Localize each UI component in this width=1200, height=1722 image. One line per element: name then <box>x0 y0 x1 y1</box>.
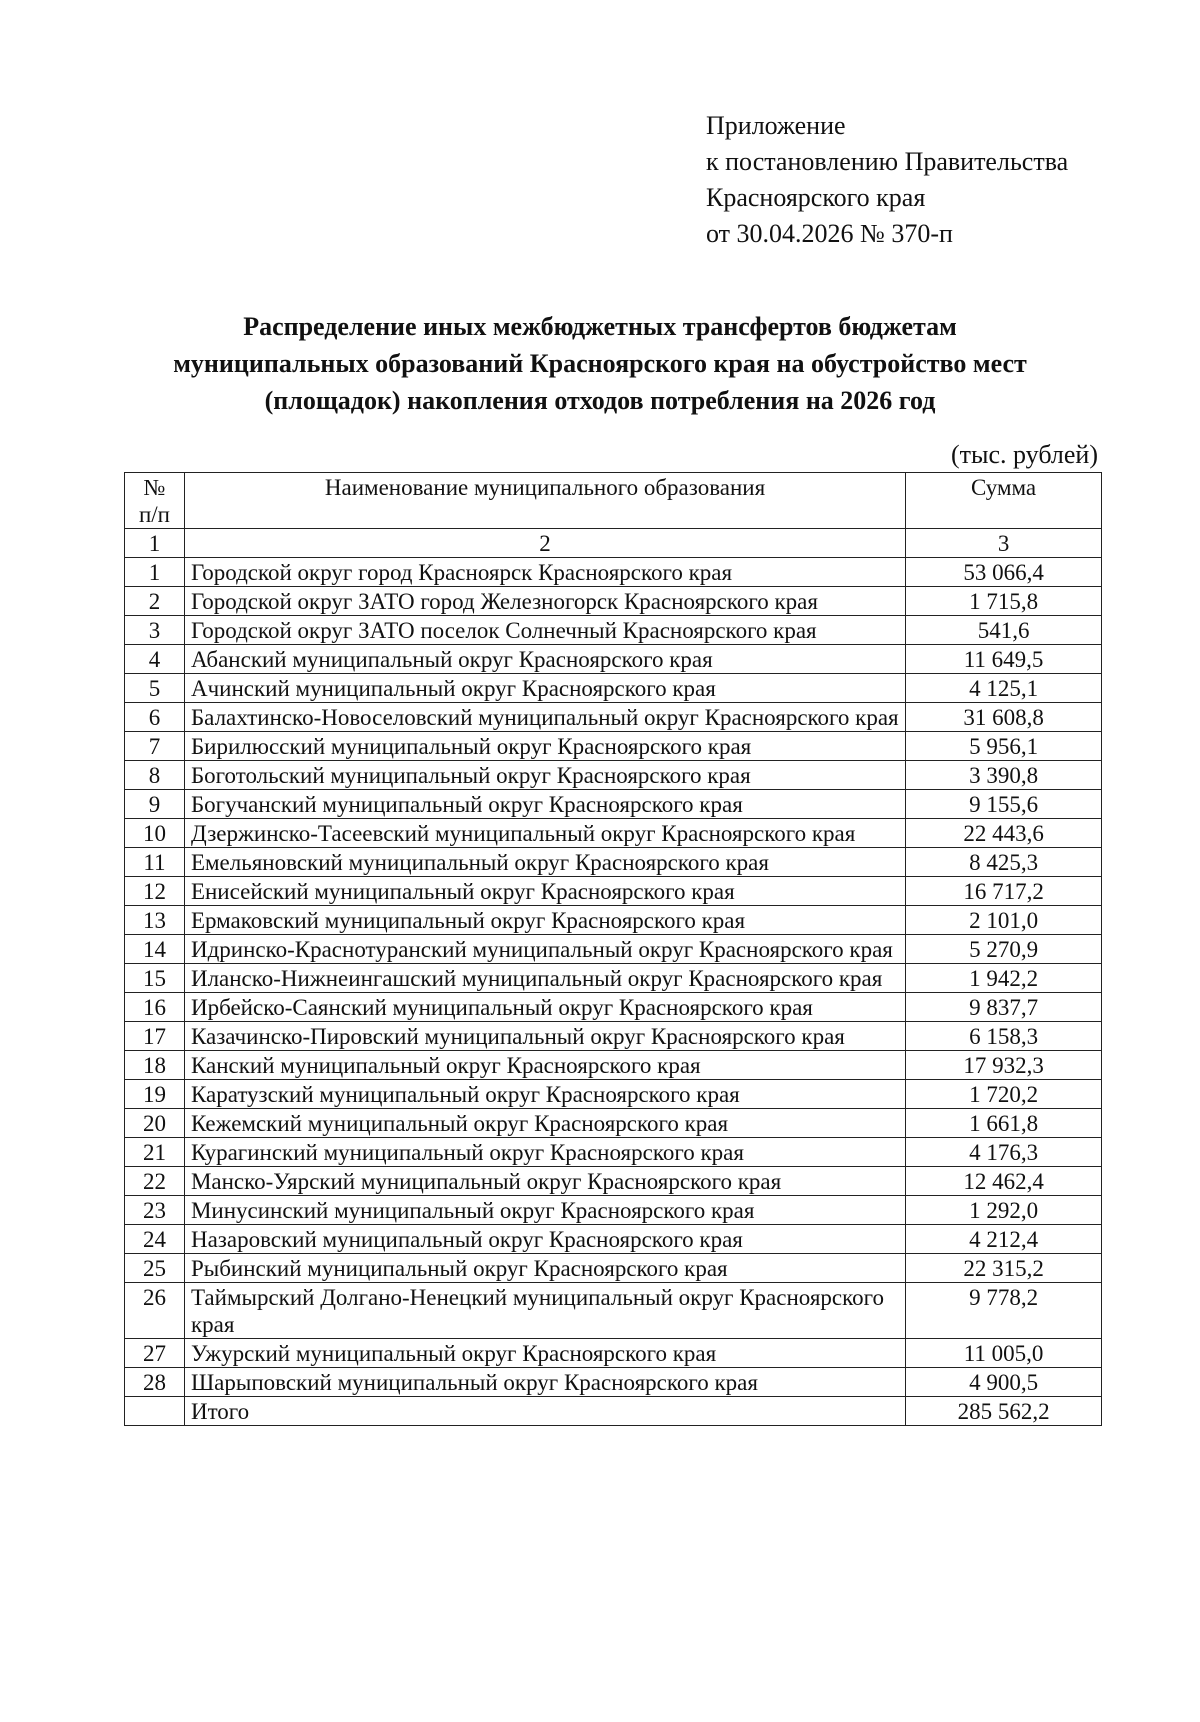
table-row <box>125 645 1102 674</box>
row-amount: 22 443,6 <box>906 819 1102 848</box>
row-name: Енисейский муниципальный округ Красноярского края <box>184 877 905 906</box>
row-name: Городской округ ЗАТО город Железногорск Красноярского края <box>184 587 905 616</box>
row-amount: 1 292,0 <box>906 1196 1102 1225</box>
appendix-line: к постановлению Правительства <box>706 147 1069 176</box>
column-index: 3 <box>906 529 1102 558</box>
row-name: Боготольский муниципальный округ Красноярского края <box>184 761 905 790</box>
row-number: 2 <box>125 587 185 616</box>
row-number: 10 <box>125 819 185 848</box>
document-title <box>120 308 1080 419</box>
row-name: Иланско-Нижнеингашский муниципальный округ Красноярского края <box>184 964 905 993</box>
row-amount: 22 315,2 <box>906 1254 1102 1283</box>
table-row <box>125 1254 1102 1283</box>
row-amount: 16 717,2 <box>906 877 1102 906</box>
row-amount: 6 158,3 <box>906 1022 1102 1051</box>
row-number: 28 <box>125 1368 185 1397</box>
table-row <box>125 1022 1102 1051</box>
row-name: Дзержинско-Тасеевский муниципальный округ Красноярского края <box>184 819 905 848</box>
row-number: 22 <box>125 1167 185 1196</box>
row-number: 18 <box>125 1051 185 1080</box>
row-name: Минусинский муниципальный округ Красноярского края <box>184 1196 905 1225</box>
row-amount: 541,6 <box>906 616 1102 645</box>
row-number: 13 <box>125 906 185 935</box>
table-row <box>125 703 1102 732</box>
row-amount: 1 942,2 <box>906 964 1102 993</box>
row-number: 5 <box>125 674 185 703</box>
appendix-line: Приложение <box>706 111 846 140</box>
row-number: 1 <box>125 558 185 587</box>
table-row <box>125 1080 1102 1109</box>
header-num-line1: № <box>143 475 166 500</box>
table-row <box>125 906 1102 935</box>
header-amount: Сумма <box>906 473 1102 529</box>
row-number: 6 <box>125 703 185 732</box>
row-name: Ужурский муниципальный округ Красноярского края <box>184 1339 905 1368</box>
row-name: Шарыповский муниципальный округ Красноярского края <box>184 1368 905 1397</box>
row-number: 27 <box>125 1339 185 1368</box>
row-name: Ермаковский муниципальный округ Красноярского края <box>184 906 905 935</box>
title-line: Распределение иных межбюджетных трансфертов бюджетам <box>243 312 957 341</box>
appendix-date-number: от 30.04.2026 № 370-п <box>706 219 953 248</box>
table-row <box>125 1167 1102 1196</box>
header-name: Наименование муниципального образования <box>184 473 905 529</box>
total-amount: 285 562,2 <box>906 1397 1102 1426</box>
row-amount: 9 837,7 <box>906 993 1102 1022</box>
table-row <box>125 558 1102 587</box>
table-row <box>125 993 1102 1022</box>
row-amount: 5 956,1 <box>906 732 1102 761</box>
table-row <box>125 1051 1102 1080</box>
row-name: Городской округ город Красноярск Красноярского края <box>184 558 905 587</box>
header-num <box>125 473 185 529</box>
column-index: 2 <box>184 529 905 558</box>
row-number: 9 <box>125 790 185 819</box>
row-amount: 9 778,2 <box>906 1283 1102 1339</box>
row-amount: 4 125,1 <box>906 674 1102 703</box>
table-row <box>125 587 1102 616</box>
row-number: 23 <box>125 1196 185 1225</box>
table-row <box>125 1368 1102 1397</box>
row-name: Таймырский Долгано-Ненецкий муниципальный округ Красноярского края <box>184 1283 905 1339</box>
column-index-row <box>125 529 1102 558</box>
row-name: Городской округ ЗАТО поселок Солнечный Красноярского края <box>184 616 905 645</box>
row-name: Казачинско-Пировский муниципальный округ Красноярского края <box>184 1022 905 1051</box>
row-name: Емельяновский муниципальный округ Красноярского края <box>184 848 905 877</box>
row-amount: 12 462,4 <box>906 1167 1102 1196</box>
table-row <box>125 1196 1102 1225</box>
row-amount: 11 649,5 <box>906 645 1102 674</box>
distribution-table <box>124 472 1102 1426</box>
total-label: Итого <box>184 1397 905 1426</box>
row-number: 25 <box>125 1254 185 1283</box>
row-name: Канский муниципальный округ Красноярского края <box>184 1051 905 1080</box>
row-number: 20 <box>125 1109 185 1138</box>
row-number: 12 <box>125 877 185 906</box>
row-name: Ачинский муниципальный округ Красноярского края <box>184 674 905 703</box>
row-amount: 2 101,0 <box>906 906 1102 935</box>
table-row <box>125 1283 1102 1339</box>
row-number: 24 <box>125 1225 185 1254</box>
row-number: 19 <box>125 1080 185 1109</box>
table-row <box>125 1109 1102 1138</box>
row-name: Балахтинско-Новоселовский муниципальный округ Красноярского края <box>184 703 905 732</box>
table-row <box>125 790 1102 819</box>
table-row <box>125 877 1102 906</box>
table-body <box>125 473 1102 1426</box>
total-empty-cell <box>125 1397 185 1426</box>
row-number: 16 <box>125 993 185 1022</box>
row-number: 14 <box>125 935 185 964</box>
table-row <box>125 761 1102 790</box>
table-row <box>125 964 1102 993</box>
row-number: 3 <box>125 616 185 645</box>
table-row <box>125 935 1102 964</box>
row-amount: 17 932,3 <box>906 1051 1102 1080</box>
row-amount: 4 212,4 <box>906 1225 1102 1254</box>
row-amount: 4 176,3 <box>906 1138 1102 1167</box>
table-row <box>125 819 1102 848</box>
table-row <box>125 1339 1102 1368</box>
row-number: 15 <box>125 964 185 993</box>
row-amount: 1 715,8 <box>906 587 1102 616</box>
row-name: Манско-Уярский муниципальный округ Красноярского края <box>184 1167 905 1196</box>
table-row <box>125 1138 1102 1167</box>
row-amount: 9 155,6 <box>906 790 1102 819</box>
row-amount: 5 270,9 <box>906 935 1102 964</box>
row-name: Назаровский муниципальный округ Красноярского края <box>184 1225 905 1254</box>
row-name: Богучанский муниципальный округ Красноярского края <box>184 790 905 819</box>
row-amount: 3 390,8 <box>906 761 1102 790</box>
units-label: (тыс. рублей) <box>950 440 1098 469</box>
row-amount: 1 661,8 <box>906 1109 1102 1138</box>
row-amount: 8 425,3 <box>906 848 1102 877</box>
row-name: Курагинский муниципальный округ Красноярского края <box>184 1138 905 1167</box>
row-number: 11 <box>125 848 185 877</box>
row-amount: 4 900,5 <box>906 1368 1102 1397</box>
column-index: 1 <box>125 529 185 558</box>
row-name: Абанский муниципальный округ Красноярского края <box>184 645 905 674</box>
row-number: 26 <box>125 1283 185 1339</box>
row-name: Бирилюсский муниципальный округ Красноярского края <box>184 732 905 761</box>
row-name: Ирбейско-Саянский муниципальный округ Красноярского края <box>184 993 905 1022</box>
row-number: 4 <box>125 645 185 674</box>
table-row <box>125 674 1102 703</box>
row-name: Рыбинский муниципальный округ Красноярского края <box>184 1254 905 1283</box>
table-header-row <box>125 473 1102 529</box>
row-number: 21 <box>125 1138 185 1167</box>
appendix-block <box>706 108 1068 252</box>
table-row <box>125 1225 1102 1254</box>
row-name: Каратузский муниципальный округ Красноярского края <box>184 1080 905 1109</box>
row-amount: 31 608,8 <box>906 703 1102 732</box>
row-number: 7 <box>125 732 185 761</box>
total-row <box>125 1397 1102 1426</box>
table-row <box>125 848 1102 877</box>
row-amount: 53 066,4 <box>906 558 1102 587</box>
header-num-line2: п/п <box>138 502 170 527</box>
row-amount: 11 005,0 <box>906 1339 1102 1368</box>
row-number: 8 <box>125 761 185 790</box>
table-row <box>125 732 1102 761</box>
row-number: 17 <box>125 1022 185 1051</box>
row-name: Кежемский муниципальный округ Красноярского края <box>184 1109 905 1138</box>
title-line: муниципальных образований Красноярского края на обустройство мест <box>173 349 1027 378</box>
table-row <box>125 616 1102 645</box>
appendix-line: Красноярского края <box>706 183 926 212</box>
title-line: (площадок) накопления отходов потребления на 2026 год <box>264 386 936 415</box>
row-amount: 1 720,2 <box>906 1080 1102 1109</box>
row-name: Идринско-Краснотуранский муниципальный округ Красноярского края <box>184 935 905 964</box>
